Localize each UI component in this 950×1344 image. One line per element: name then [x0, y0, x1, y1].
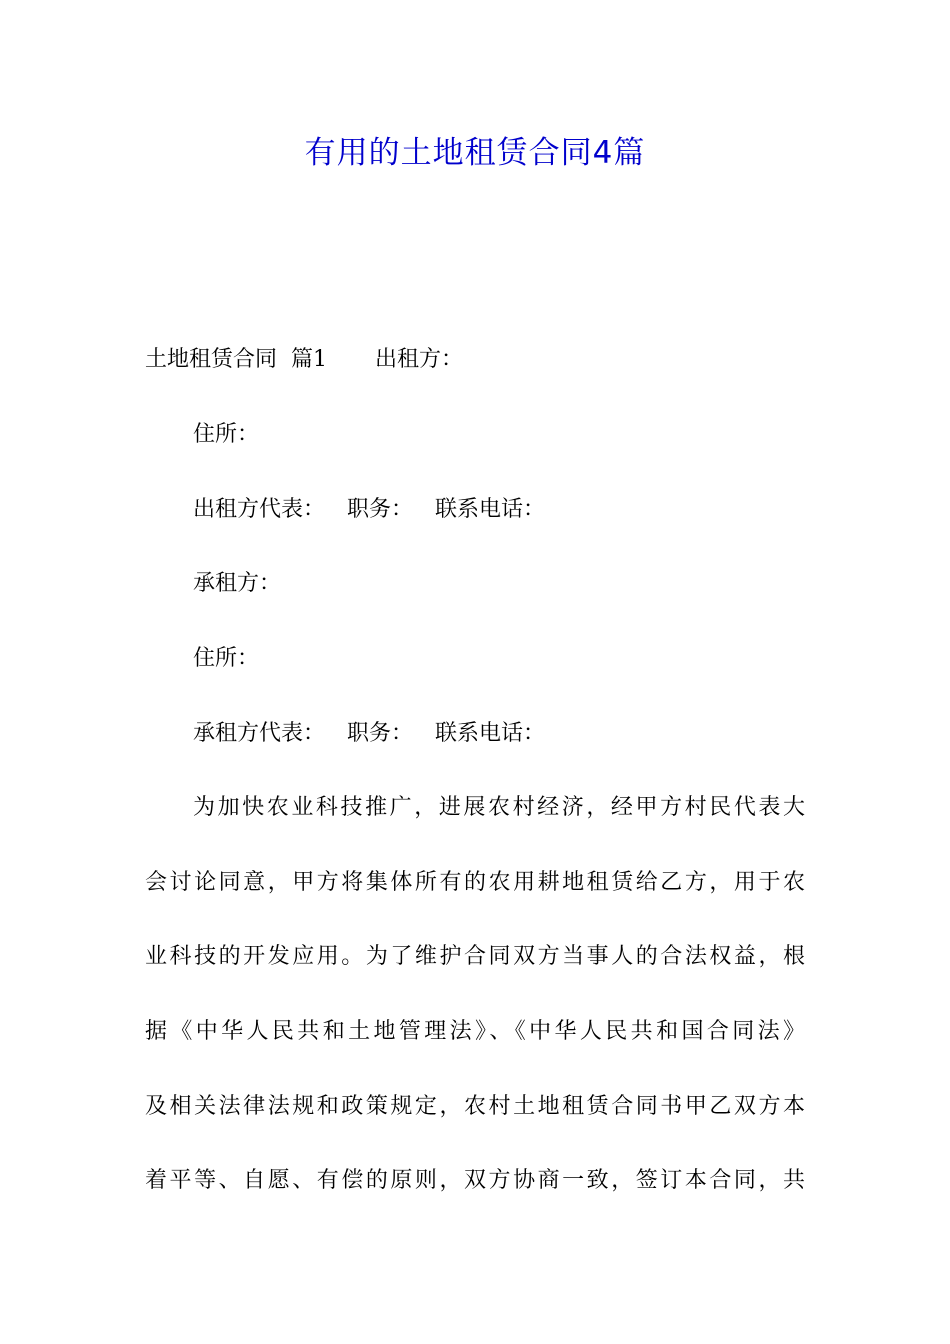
paragraph-line: 据《中华人民共和土地管理法》、《中华人民共和国合同法》: [145, 1019, 805, 1044]
paragraph-line: 会讨论同意，甲方将集体所有的农用耕地租赁给乙方，用于农: [145, 870, 805, 895]
paragraph-line: 着平等、自愿、有偿的原则，双方协商一致，签订本合同，共: [145, 1168, 805, 1193]
lessee-title-label: 职务：: [347, 721, 414, 746]
lessee-rep-label: 承租方代表：: [193, 721, 326, 746]
lessor-address-label: 住所：: [193, 422, 260, 447]
lessee-address-label: 住所：: [193, 646, 260, 671]
lessor-title-label: 职务：: [347, 497, 414, 522]
lessor-rep-line: [193, 495, 545, 525]
paragraph-line: 及相关法律法规和政策规定，农村土地租赁合同书甲乙双方本: [145, 1094, 805, 1119]
paragraph-line: 业科技的开发应用。为了维护合同双方当事人的合法权益，根: [145, 944, 805, 969]
lessee-phone-label: 联系电话：: [435, 721, 546, 746]
section-part: 篇1: [291, 347, 328, 372]
section-title: 土地租赁合同: [145, 347, 278, 372]
lessor-address-line: [193, 420, 259, 450]
contract-heading-line: [145, 345, 463, 375]
lessee-line: [193, 569, 281, 599]
document-title: 有用的土地租赁合同4篇: [304, 135, 646, 171]
lessee-address-line: [193, 644, 259, 674]
lessee-rep-line: [193, 719, 545, 749]
lessor-phone-label: 联系电话：: [435, 497, 546, 522]
paragraph-line: 为加快农业科技推广，进展农村经济，经甲方村民代表大: [193, 795, 805, 820]
lessor-label: 出租方：: [375, 347, 464, 372]
lessor-rep-label: 出租方代表：: [193, 497, 326, 522]
lessee-label: 承租方：: [193, 571, 282, 596]
